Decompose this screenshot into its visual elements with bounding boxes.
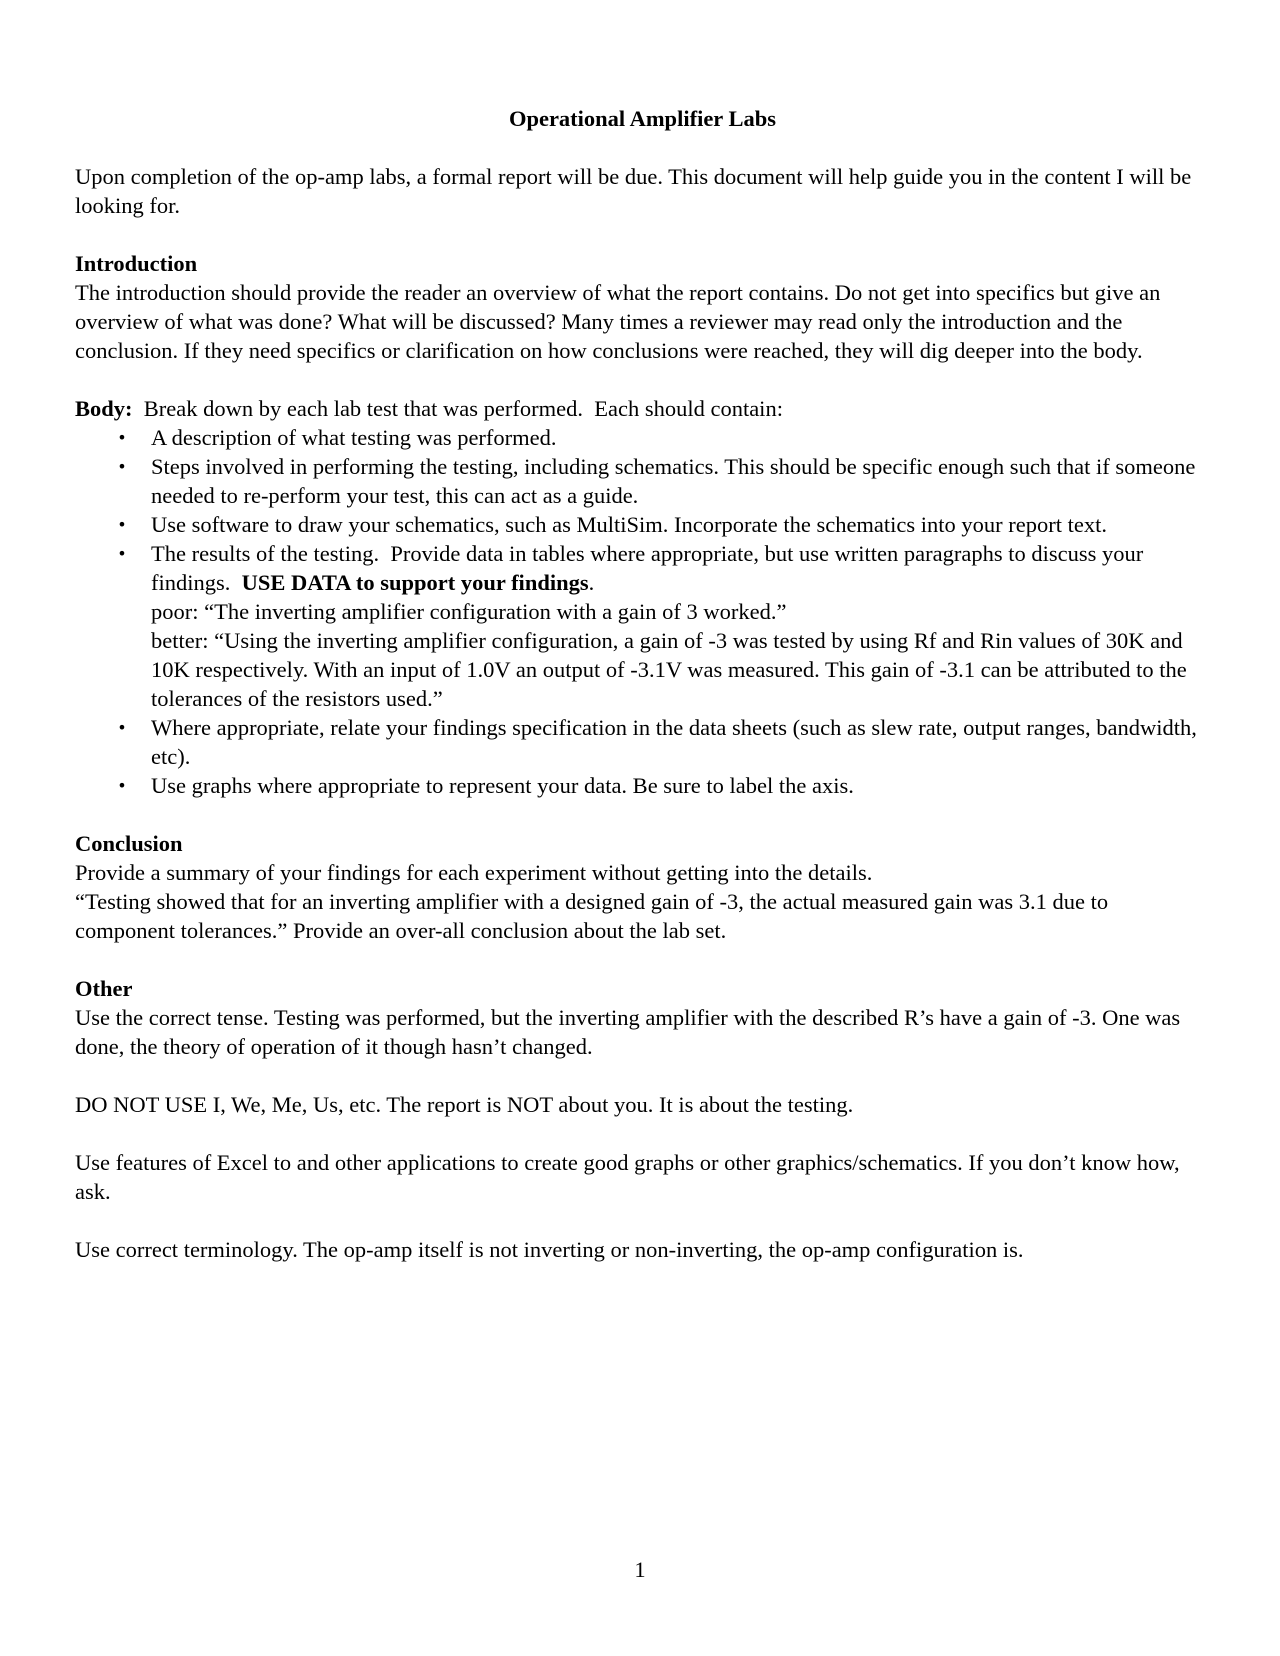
results-bullet-content <box>151 539 1210 713</box>
better-example: better: “Using the inverting amplifier configuration, a gain of -3 was tested by using Rf and Rin values of 30K and 10K respectively. With an input of 1.0V an output of -3.1V was measured. This gain of -3.1 can be attributed to the tolerances of the resistors used.” <box>151 628 1187 711</box>
introduction-heading: Introduction <box>75 251 198 276</box>
poor-example: poor: “The inverting amplifier configuration with a gain of 3 worked.” <box>151 599 787 624</box>
bullet-icon: • <box>117 544 127 563</box>
list-item <box>75 539 1210 713</box>
bullet-emphasis: USE DATA to support your findings <box>241 570 589 595</box>
list-item <box>75 510 1210 539</box>
body-lead: Break down by each lab test that was performed. Each should contain: <box>132 396 783 421</box>
other-paragraph: Use features of Excel to and other applications to create good graphs or other graphics/schematics. If you don’t know how, ask. <box>75 1150 1180 1204</box>
other-paragraph: DO NOT USE I, We, Me, Us, etc. The report is NOT about you. It is about the testing. <box>75 1092 854 1117</box>
bullet-text: The results of the testing. Provide data in tables where appropriate, but use written paragraphs to discuss your findings. <box>151 541 1149 595</box>
bullet-text: Where appropriate, relate your findings specification in the data sheets (such as slew rate, output ranges, bandwidth, etc). <box>151 715 1197 769</box>
other-paragraph: Use correct terminology. The op-amp itself is not inverting or non-inverting, the op-amp configuration is. <box>75 1237 1024 1262</box>
list-item <box>75 423 1210 452</box>
list-item <box>75 771 1210 800</box>
bullet-icon: • <box>117 515 127 534</box>
conclusion-text-1: Provide a summary of your findings for each experiment without getting into the details. <box>75 860 873 885</box>
bullet-text: Use graphs where appropriate to represent your data. Be sure to label the axis. <box>151 773 854 798</box>
introduction-text: The introduction should provide the reader an overview of what the report contains. Do not get into specifics but give an overview of what was done? What will be discussed? Many times a reviewer may read only the introduction and the conclusion. If they need specifics or clarification on how conclusions were reached, they will dig deeper into the body. <box>75 280 1161 363</box>
conclusion-text-2: “Testing showed that for an inverting amplifier with a designed gain of -3, the actual measured gain was 3.1 due to component tolerances.” Provide an over-all conclusion about the lab set. <box>75 889 1109 943</box>
other-section <box>75 974 1210 1264</box>
conclusion-section <box>75 829 1210 945</box>
conclusion-heading: Conclusion <box>75 831 183 856</box>
intro-paragraph: Upon completion of the op-amp labs, a formal report will be due. This document will help guide you in the content I will be looking for. <box>75 164 1192 218</box>
body-section <box>75 394 1210 800</box>
body-bullet-list <box>75 423 1210 800</box>
introduction-section <box>75 249 1210 365</box>
bullet-icon: • <box>117 428 127 447</box>
page-number: 1 <box>634 1557 646 1582</box>
other-paragraph: Use the correct tense. Testing was performed, but the inverting amplifier with the described R’s have a gain of -3. One was done, the theory of operation of it though hasn’t changed. <box>75 1005 1181 1059</box>
list-item <box>75 713 1210 771</box>
bullet-icon: • <box>117 776 127 795</box>
bullet-text-end: . <box>588 570 595 595</box>
bullet-icon: • <box>117 718 127 737</box>
document-page <box>75 104 1210 1293</box>
bullet-text: Use software to draw your schematics, such as MultiSim. Incorporate the schematics into your report text. <box>151 512 1107 537</box>
bullet-text: Steps involved in performing the testing, including schematics. This should be specific enough such that if someone needed to re-perform your test, this can act as a guide. <box>151 454 1196 508</box>
body-lead-line <box>75 394 1210 423</box>
document-title: Operational Amplifier Labs <box>508 106 777 131</box>
bullet-icon: • <box>117 457 127 476</box>
body-heading: Body: <box>75 396 133 421</box>
bullet-text: A description of what testing was performed. <box>151 425 557 450</box>
other-heading: Other <box>75 976 133 1001</box>
list-item <box>75 452 1210 510</box>
